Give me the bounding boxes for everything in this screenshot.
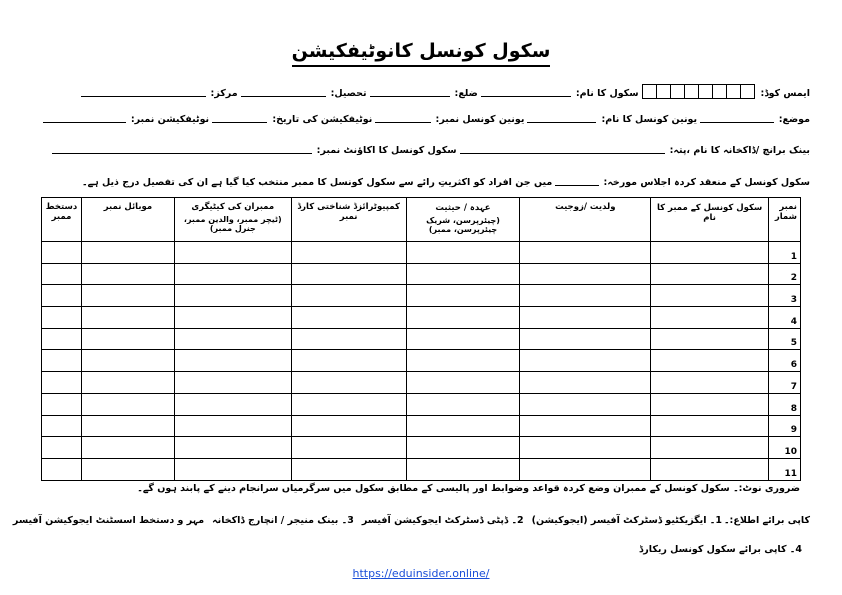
union-council-number-field[interactable] [375, 121, 430, 123]
table-cell[interactable] [174, 437, 291, 459]
table-cell[interactable] [520, 263, 651, 285]
notification-number-field[interactable] [43, 121, 126, 123]
members-table [41, 197, 801, 481]
column-header-label: نمبر شمار [774, 202, 797, 222]
column-header-label: کمپیوٹرائزڈ شناختی کارڈ نمبر [297, 202, 400, 222]
row-number: 5 [769, 328, 801, 350]
table-cell[interactable] [291, 458, 406, 480]
table-cell[interactable] [42, 393, 82, 415]
district-label: ضلع: [454, 88, 478, 99]
table-cell[interactable] [174, 372, 291, 394]
copy-item-2: 2۔ ڈپٹی ڈسٹرکٹ ایجوکیشن آفیسر [361, 515, 524, 526]
important-note: ضروری نوٹ:۔ سکول کونسل کے ممبران وضع کردہ قواعد وضوابط اور پالیسی کے مطابق سکول میں سرگرمیاں سرانجام دینے کے پابند ہوں گے۔ [137, 483, 800, 494]
table-cell[interactable] [42, 372, 82, 394]
table-cell[interactable] [174, 350, 291, 372]
column-header [174, 198, 291, 242]
table-cell[interactable] [291, 372, 406, 394]
table-cell[interactable] [406, 437, 520, 459]
table-cell[interactable] [520, 393, 651, 415]
bank-branch-label: بینک برانچ /ڈاکخانہ کا نام ،پتہ: [669, 145, 810, 156]
emis-code-label: ایمس کوڈ: [760, 88, 810, 99]
table-cell[interactable] [174, 285, 291, 307]
row-number: 4 [769, 307, 801, 329]
table-cell[interactable] [291, 415, 406, 437]
union-council-name-label: یونین کونسل کا نام: [601, 114, 698, 125]
row-bank [40, 145, 810, 156]
union-council-number-label: یونین کونسل نمبر: [435, 114, 525, 125]
table-cell[interactable] [174, 307, 291, 329]
account-number-label: سکول کونسل کا اکاؤنٹ نمبر: [316, 145, 457, 156]
table-cell[interactable] [291, 285, 406, 307]
column-header [651, 198, 769, 242]
table-row [42, 350, 801, 372]
table-cell[interactable] [406, 350, 520, 372]
table-cell[interactable] [406, 458, 520, 480]
table-row [42, 393, 801, 415]
meeting-date-field[interactable] [555, 184, 598, 186]
table-cell[interactable] [651, 242, 769, 264]
table-cell[interactable] [406, 285, 520, 307]
table-row [42, 458, 801, 480]
table-cell[interactable] [42, 307, 82, 329]
row-number: 1 [769, 242, 801, 264]
table-cell[interactable] [82, 437, 175, 459]
table-cell[interactable] [520, 328, 651, 350]
table-cell[interactable] [520, 350, 651, 372]
bank-branch-field[interactable] [460, 152, 665, 154]
table-cell[interactable] [174, 458, 291, 480]
table-cell[interactable] [82, 307, 175, 329]
school-name-field[interactable] [481, 95, 571, 97]
column-header-sub: (ٹیچر ممبر، والدین ممبر، جنرل ممبر) [183, 215, 282, 233]
table-cell[interactable] [174, 393, 291, 415]
copy-item-1: 1۔ ایگزیکٹیو ڈسٹرکٹ آفیسر (ایجوکیشن) [531, 515, 722, 526]
table-cell[interactable] [174, 242, 291, 264]
table-cell[interactable] [406, 372, 520, 394]
column-header [42, 198, 82, 242]
column-header-label: ممبران کی کیٹیگری [191, 202, 275, 212]
notification-date-field[interactable] [212, 121, 267, 123]
markaz-label: مرکز: [210, 88, 238, 99]
school-name-label: سکول کا نام: [575, 88, 639, 99]
table-header-row [42, 198, 801, 242]
column-header-label: عہدہ / حیثیت [435, 203, 491, 213]
table-cell[interactable] [651, 328, 769, 350]
table-cell[interactable] [42, 415, 82, 437]
table-cell[interactable] [520, 242, 651, 264]
column-header-label: ولدیت /زوجیت [555, 202, 616, 212]
mouza-field[interactable] [700, 121, 774, 123]
table-cell[interactable] [651, 263, 769, 285]
table-cell[interactable] [291, 263, 406, 285]
table-cell[interactable] [174, 263, 291, 285]
table-cell[interactable] [42, 263, 82, 285]
copy-row [12, 515, 810, 526]
table-cell[interactable] [82, 458, 175, 480]
copy-intro: کاپی برائے اطلاع:۔ [723, 515, 810, 526]
tehsil-field[interactable] [241, 95, 326, 97]
table-cell[interactable] [291, 307, 406, 329]
table-cell[interactable] [651, 350, 769, 372]
table-cell[interactable] [520, 307, 651, 329]
row-number: 2 [769, 263, 801, 285]
row-mouza [40, 114, 810, 125]
notification-number-label: نوٹیفکیشن نمبر: [130, 114, 210, 125]
table-cell[interactable] [406, 307, 520, 329]
table-cell[interactable] [406, 242, 520, 264]
table-cell[interactable] [406, 328, 520, 350]
table-cell[interactable] [520, 415, 651, 437]
table-cell[interactable] [651, 458, 769, 480]
notification-date-label: نوٹیفکیشن کی تاریخ: [272, 114, 373, 125]
table-cell[interactable] [406, 263, 520, 285]
table-cell[interactable] [82, 242, 175, 264]
intro-rest: میں جن افراد کو اکثریتِ رائے سے سکول کونسل کا ممبر منتخب کیا گیا ہے ان کی تفصیل درج ذیل ہے۔ [82, 177, 553, 188]
table-cell[interactable] [406, 393, 520, 415]
table-cell[interactable] [651, 415, 769, 437]
district-field[interactable] [370, 95, 450, 97]
table-row [42, 242, 801, 264]
row-number: 6 [769, 350, 801, 372]
table-cell[interactable] [291, 393, 406, 415]
column-header [769, 198, 801, 242]
emis-code-boxes[interactable] [643, 84, 755, 99]
table-cell[interactable] [651, 437, 769, 459]
table-row [42, 307, 801, 329]
mouza-label: موضع: [778, 114, 810, 125]
table-cell[interactable] [291, 350, 406, 372]
table-cell[interactable] [82, 263, 175, 285]
table-cell[interactable] [82, 393, 175, 415]
column-header [82, 198, 175, 242]
table-cell[interactable] [291, 328, 406, 350]
table-cell[interactable] [82, 415, 175, 437]
table-row [42, 285, 801, 307]
table-cell[interactable] [651, 393, 769, 415]
intro-lead: سکول کونسل کے منعقد کردہ اجلاس مورخہ: [603, 177, 810, 188]
column-header-label: موبائل نمبر [103, 202, 153, 212]
account-number-field[interactable] [52, 152, 312, 154]
table-cell[interactable] [174, 328, 291, 350]
table-row [42, 415, 801, 437]
column-header [520, 198, 651, 242]
table-cell[interactable] [651, 372, 769, 394]
union-council-name-field[interactable] [527, 121, 596, 123]
table-row [42, 437, 801, 459]
column-header-label: دستخط ممبر [45, 202, 78, 222]
table-cell[interactable] [82, 350, 175, 372]
table-cell[interactable] [82, 285, 175, 307]
column-header [291, 198, 406, 242]
table-cell[interactable] [651, 285, 769, 307]
tehsil-label: تحصیل: [330, 88, 367, 99]
table-cell[interactable] [406, 415, 520, 437]
row-number: 10 [769, 437, 801, 459]
row-emis [40, 84, 810, 99]
column-header-sub: (چیئرپرسن، شریک چیئرپرسن، ممبر) [426, 216, 500, 234]
table-cell[interactable] [42, 285, 82, 307]
table-cell[interactable] [174, 415, 291, 437]
table-cell[interactable] [42, 328, 82, 350]
column-header [406, 198, 520, 242]
row-number: 3 [769, 285, 801, 307]
row-number: 11 [769, 458, 801, 480]
markaz-field[interactable] [81, 95, 206, 97]
table-body [42, 242, 801, 481]
table-cell[interactable] [42, 350, 82, 372]
footer-url [0, 567, 842, 580]
copy-item-4: 4۔ کاپی برائے سکول کونسل ریکارڈ [639, 544, 802, 555]
table-cell[interactable] [520, 372, 651, 394]
column-header-label: سکول کونسل کے ممبر کا نام [656, 203, 763, 223]
table-cell[interactable] [291, 242, 406, 264]
table-row [42, 372, 801, 394]
page-title: سکول کونسل کانوٹیفکیشن [0, 40, 842, 67]
intro-sentence [80, 177, 810, 188]
table-cell[interactable] [520, 285, 651, 307]
row-number: 8 [769, 393, 801, 415]
table-cell[interactable] [651, 307, 769, 329]
signature-label: مہر و دستخط اسسٹنٹ ایجوکیشن آفیسر [12, 515, 205, 526]
row-number: 9 [769, 415, 801, 437]
table-cell[interactable] [82, 328, 175, 350]
footer-link[interactable]: https://eduinsider.online/ [352, 567, 490, 580]
table-cell[interactable] [520, 458, 651, 480]
table-cell[interactable] [42, 437, 82, 459]
table-cell[interactable] [520, 437, 651, 459]
table-cell[interactable] [42, 458, 82, 480]
row-number: 7 [769, 372, 801, 394]
table-row [42, 328, 801, 350]
table-cell[interactable] [291, 437, 406, 459]
table-cell[interactable] [42, 242, 82, 264]
table-row [42, 263, 801, 285]
copy-item-3: 3۔ بینک منیجر / انچارج ڈاکخانہ [212, 515, 354, 526]
table-cell[interactable] [82, 372, 175, 394]
